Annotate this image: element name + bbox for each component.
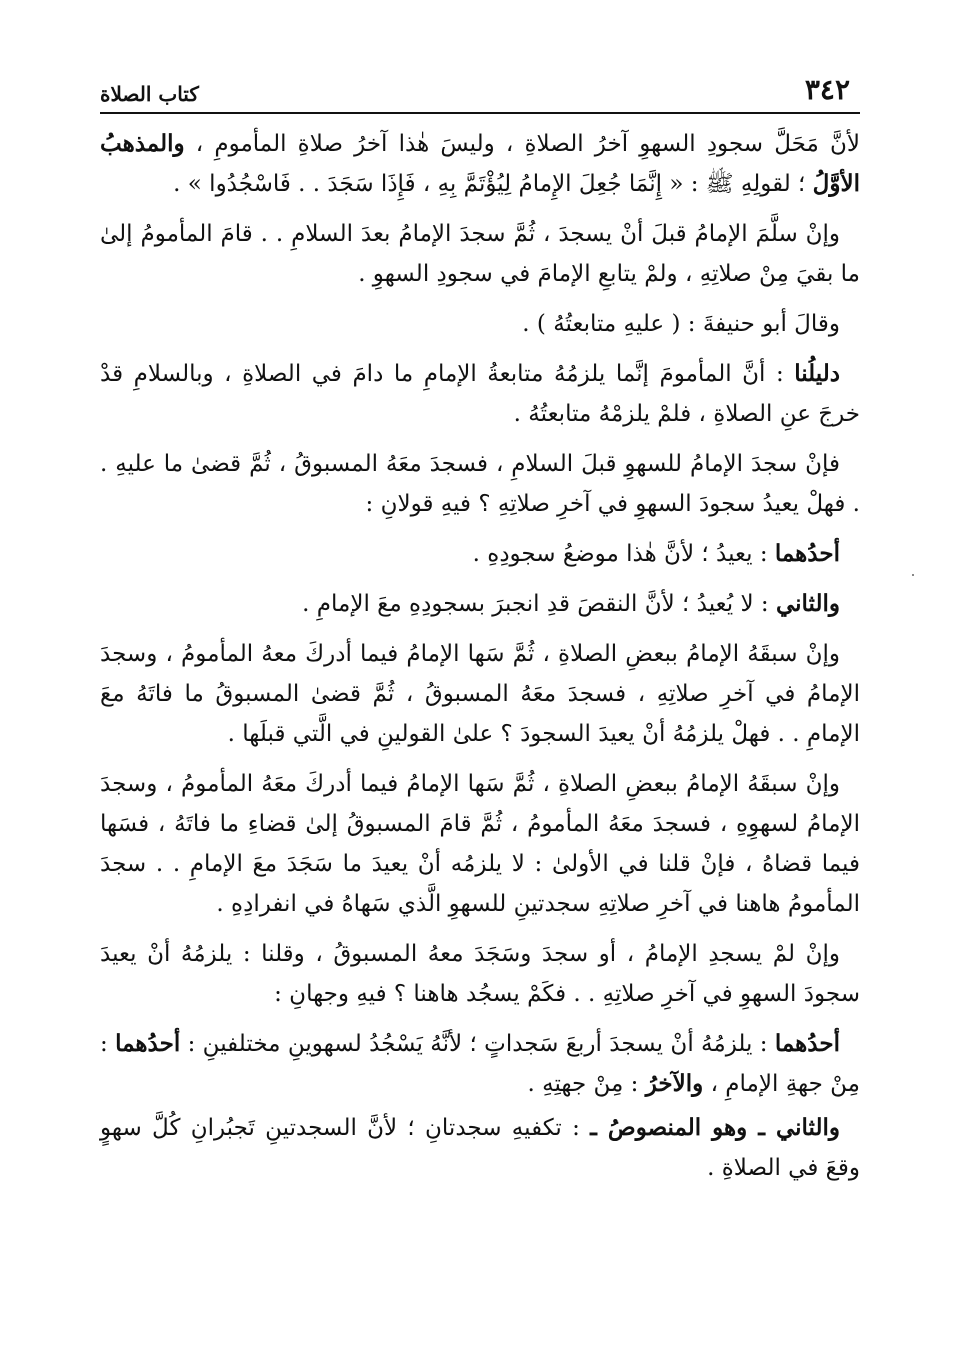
paragraph [100,534,860,574]
page-body [100,124,860,1188]
bold-term: أحدُهما [774,1030,840,1057]
text-run: وإنْ لمْ يسجدِ الإمامُ ، أو سجدَ وسَجَدَ معهُ المسبوقُ ، وقلنا : يلزمُهُ أنْ يعيدَ سجودَ السهوِ في آخرِ صلاتِهِ . . فكَمْ يسجُد هاهنا ؟ فيهِ وجهانِ : [100,941,860,1007]
text-run: : يلزمُهُ أنْ يسجدَ أربعَ سَجداتٍ ؛ لأنَّهُ يَسْجُدُ لسهوينِ مختلفينِ : [180,1031,775,1057]
margin-mark [912,574,914,576]
text-run: وقالَ أبو حنيفةَ : ( عليهِ متابعتُهُ ) . [522,311,840,337]
paragraph [100,354,860,434]
bold-term: دليلُنا [794,360,840,387]
text-run: : مِنْ جهتِهِ . [527,1071,646,1097]
paragraph [100,1024,860,1104]
text-run: وإنْ سبقَهُ الإمامُ ببعضِ الصلاةِ ، ثُمَّ سَها الإمامُ فيما أدركَ معَهُ المأمومُ ، وسجدَ الإمامُ لسهوِهِ ، فسجدَ معَهُ المأمومُ ، ثُمَّ قامَ المسبوقُ إلىٰ قضاءِ ما فاتَهُ ، فسَها فيما قضاهُ ، فإنْ قلنا في الأولىٰ : لا يلزمُه أنْ يعيدَ ما سَجَدَ معَ الإمامِ . . سجدَ المأمومُ هاهنا في آخرِ صلاتِهِ سجدتينِ للسهوِ الَّذي سَهاهُ في انفرادِهِ . [100,771,860,917]
paragraph [100,934,860,1014]
paragraph [100,584,860,624]
paragraph [100,1108,860,1188]
text-run: : أنَّ المأمومَ إنَّما يلزمُهُ متابعةُ الإمامِ ما دامَ في الصلاةِ ، وبالسلامِ قدْ خرجَ عنِ الصلاةِ ، فلمْ يلزمْهُ متابعتُهُ . [100,361,860,427]
bold-term: والثاني [775,590,840,617]
bold-term: أحدُهما [115,1030,181,1057]
running-title: كتاب الصلاة [100,82,199,106]
text-run: : يعيدُ ؛ لأنَّ هٰذا موضعُ سجودِهِ . [472,541,775,567]
paragraph [100,214,860,294]
paragraph [100,444,860,524]
text-run: وإنْ سلَّمَ الإمامُ قبلَ أنْ يسجدَ ، ثُمَّ سجدَ الإمامُ بعدَ السلامِ . . قامَ المأمومُ إلىٰ ما بقيَ مِنْ صلاتِهِ ، ولمْ يتابعِ الإمامَ في سجودِ السهوِ . [100,221,860,287]
text-run: : لا يُعيدُ ؛ لأنَّ النقصَ قدِ انجبرَ بسجودِهِ معَ الإمامِ . [302,591,776,617]
text-run: ؛ لقولِهِ ﷺ : « إِنَّمَا جُعِلَ الإِمامُ لِيُؤْتَمَّ بِهِ ، فَإِذَا سَجَدَ . . فَاسْجُدُوا » . [173,171,813,197]
bold-term: والمذهبُ الأوَّلُ [100,130,860,197]
text-run: : مِنْ جهةِ الإمامِ ، [100,1031,860,1097]
paragraph [100,304,860,344]
bold-term: والآخرُ [645,1070,704,1097]
text-run: فإنْ سجدَ الإمامُ للسهوِ قبلَ السلامِ ، فسجدَ معَهُ المسبوقُ ، ثُمَّ قضىٰ ما عليهِ . . فهلْ يعيدُ سجودَ السهوِ في آخرِ صلاتِهِ ؟ فيهِ قولانِ : [100,451,860,517]
bold-term: أحدُهما [774,540,840,567]
page-number: ٣٤٢ [804,73,850,106]
paragraph [100,124,860,204]
bold-term: والثاني ـ وهو المنصوصُ ـ [590,1114,840,1141]
page-header [100,70,860,114]
paragraph [100,764,860,924]
book-page [100,70,860,1198]
paragraph [100,634,860,754]
text-run: : تكفيهِ سجدتانِ ؛ لأنَّ السجدتينِ تَجبُرانِ كُلَّ سهوٍ وقعَ في الصلاةِ . [100,1115,860,1181]
text-run: لأنَّ مَحَلَّ سجودِ السهوِ آخرُ الصلاةِ ، وليسَ هٰذا آخرُ صلاةِ المأمومِ ، [184,131,860,157]
text-run: وإنْ سبقَهُ الإمامُ ببعضِ الصلاةِ ، ثُمَّ سَها الإمامُ فيما أدركَ معهُ المأمومُ ، وسجدَ الإمامُ في آخرِ صلاتِهِ ، فسجدَ معَهُ المسبوقُ ، ثُمَّ قضىٰ المسبوقُ ما فاتَهُ معَ الإمامِ . . فهلْ يلزمُهُ أنْ يعيدَ السجودَ ؟ علىٰ القولينِ في الَّتي قبلَها . [100,641,860,747]
